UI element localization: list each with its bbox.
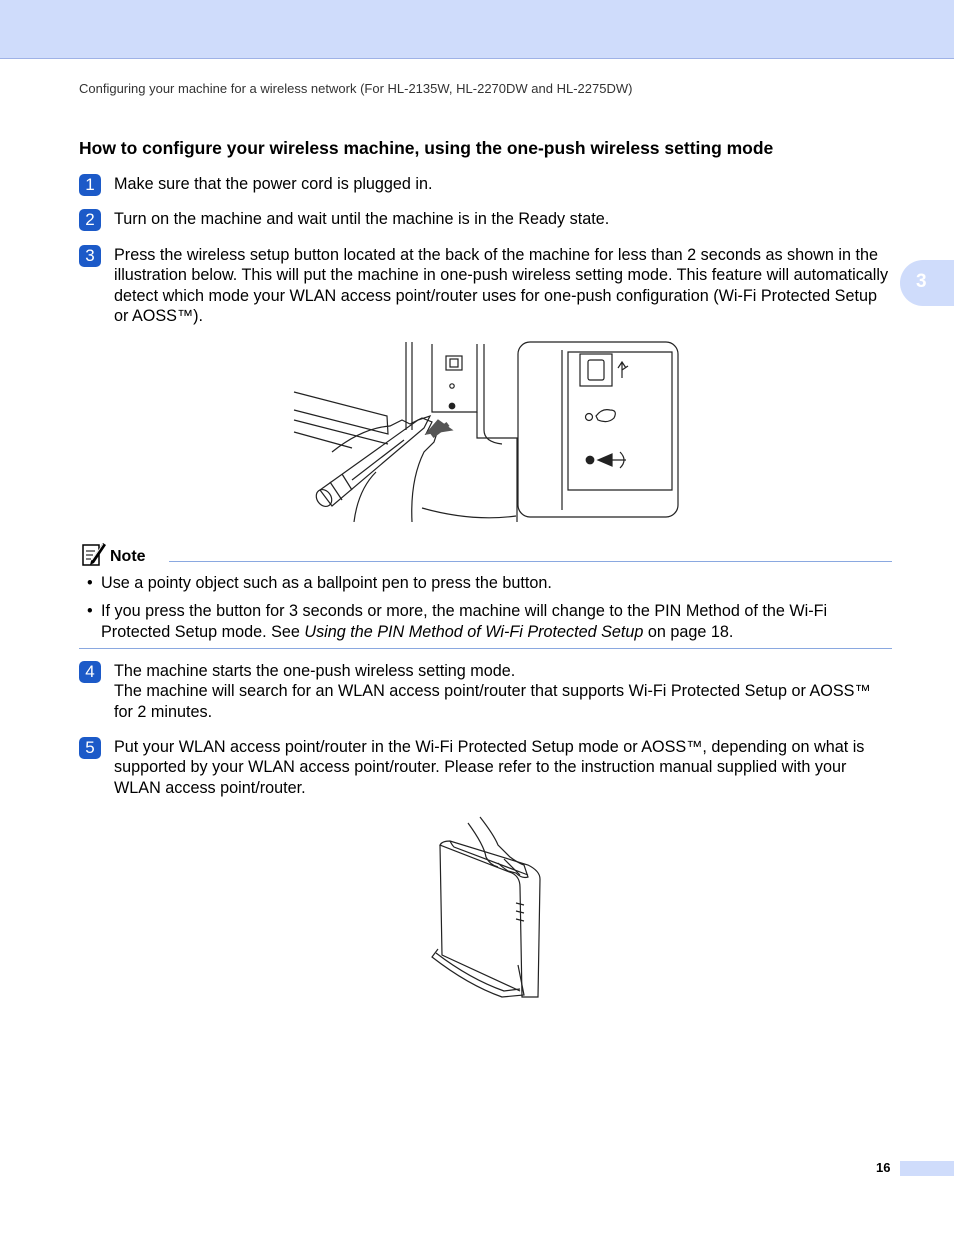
note-item xyxy=(79,601,892,642)
page-number-tab xyxy=(900,1161,954,1176)
step-text-line: The machine will search for an WLAN access point/router that supports Wi-Fi Protected Setup or AOSS™ for 2 minutes. xyxy=(114,682,871,721)
step-3 xyxy=(79,245,894,326)
step-1 xyxy=(79,174,894,194)
router-button-illustration xyxy=(428,815,548,1000)
step-text: Turn on the machine and wait until the machine is in the Ready state. xyxy=(114,210,610,228)
step-text: Put your WLAN access point/router in the Wi-Fi Protected Setup mode or AOSS™, depending on what is supported by your WLAN access point/router. Please refer to the instruction manual supplied with your WLAN access point/router. xyxy=(114,738,865,797)
top-band xyxy=(0,0,954,59)
step-text: Press the wireless setup button located at the back of the machine for less than 2 seconds as shown in the illustration below. This will put the machine in one-push wireless setting mode. This feature will automatically detect which mode your WLAN access point/router uses for one-push configuration (Wi-Fi Protected Setup or AOSS™). xyxy=(114,246,889,325)
chapter-tab xyxy=(900,260,954,306)
running-header: Configuring your machine for a wireless network (For HL-2135W, HL-2270DW and HL-2275DW) xyxy=(79,81,633,96)
chapter-number: 3 xyxy=(916,271,927,292)
note-item xyxy=(79,573,892,593)
note-item-text: If you press the button for 3 seconds or more, the machine will change to the PIN Method of the Wi-Fi Protected Setup mode. See xyxy=(101,602,828,641)
step-number-badge: 3 xyxy=(79,245,101,267)
cross-reference-link[interactable]: Using the PIN Method of Wi-Fi Protected Setup xyxy=(304,622,644,641)
step-number-badge: 4 xyxy=(79,661,101,683)
step-number-badge: 2 xyxy=(79,209,101,231)
step-text xyxy=(114,661,894,722)
note-bottom-rule xyxy=(79,648,892,649)
page-number: 16 xyxy=(876,1160,891,1175)
step-text: Make sure that the power cord is plugged in. xyxy=(114,175,433,193)
wireless-button-illustration xyxy=(292,340,682,522)
section-title: How to configure your wireless machine, using the one-push wireless setting mode xyxy=(79,138,774,158)
step-2 xyxy=(79,209,894,229)
note-top-rule xyxy=(169,561,892,562)
step-text-line: The machine starts the one-push wireless setting mode. xyxy=(114,662,516,680)
note-header xyxy=(79,541,892,567)
note-block xyxy=(79,541,892,650)
bullet: • xyxy=(87,602,93,621)
bullet: • xyxy=(87,574,93,592)
note-list xyxy=(79,573,892,642)
step-number-badge: 1 xyxy=(79,174,101,196)
note-label: Note xyxy=(110,548,146,565)
note-item-text-tail: on page 18. xyxy=(643,622,734,641)
step-number-badge: 5 xyxy=(79,737,101,759)
note-item-text: Use a pointy object such as a ballpoint pen to press the button. xyxy=(101,574,552,592)
note-pencil-icon xyxy=(82,541,106,567)
step-4 xyxy=(79,661,894,722)
step-5 xyxy=(79,737,894,798)
